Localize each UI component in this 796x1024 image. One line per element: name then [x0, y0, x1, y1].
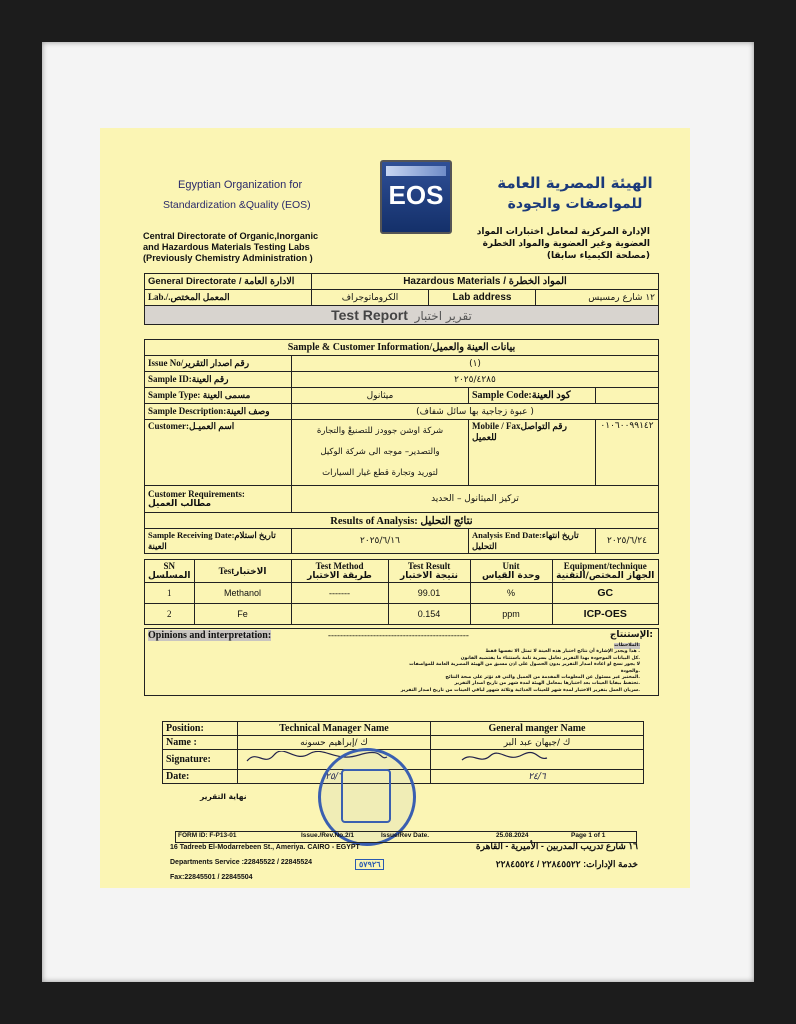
tech-manager-title: Technical Manager Name	[238, 722, 431, 736]
opinions-dashes: -----------------------------------------------	[328, 630, 469, 640]
directorate-table	[144, 273, 659, 325]
sample-description-label: Sample Description:وصف العينة	[145, 404, 292, 420]
col-unit: Unit وحدة القياس	[470, 560, 552, 583]
opinions-label-ar: الإستنتاج:	[609, 630, 653, 640]
issue-label: Issue No/رقم اصدار التقرير	[145, 356, 292, 372]
mobile-value: ٠١٠٦٠٠٩٩١٤٢	[596, 420, 659, 486]
issue-value: (١)	[292, 356, 659, 372]
test-report-title: Test Report تقرير اختبار	[145, 306, 659, 325]
report-page	[100, 128, 690, 888]
customer-requirements-value: تركيز الميثانول – الحديد	[292, 486, 659, 513]
col-sn: SN المسلسل	[145, 560, 195, 583]
stamp-number: ٥٧٩٢٦	[355, 859, 384, 870]
sample-id-value: ٢٠٢٥/٤٢٨٥	[292, 372, 659, 388]
sample-info-table	[144, 339, 659, 554]
org-name-ar-line2: للمواصفات والجودة	[507, 196, 643, 212]
sample-type-label: Sample Type: مسمى العينة	[145, 388, 292, 404]
lab-value: الكروماتوجراف	[312, 290, 429, 306]
sample-code-value	[596, 388, 659, 404]
opinions-label: Opinions and interpretation:	[148, 630, 272, 641]
col-method: Test Method طريقة الاختبار	[291, 560, 388, 583]
notes-title: الملاحظات:	[614, 643, 640, 648]
note-item: المختبر غير مسئول عن المعلومات المقدمة من العميل والتي قد تؤثر على صحة النتائج.	[445, 675, 640, 681]
note-item: هذا ويجدر الإشارة أن نتائج اختبار هذه العينة لا تمثل الا نفسها فقط .	[485, 649, 640, 655]
page-count: Page 1 of 1	[571, 832, 606, 839]
general-directorate-value: Hazardous Materials / المواد الخطرة	[312, 274, 659, 290]
issue-rev-date: Issue/Rev Date.	[381, 832, 430, 839]
org-name-ar-line1: الهيئة المصرية العامة	[497, 174, 653, 192]
eos-logo: EOS	[380, 160, 452, 234]
name-label: Name :	[163, 736, 238, 750]
tech-manager-name: ك /إبراهيم حسونه	[238, 736, 431, 750]
central-directorate-en: Central Directorate of Organic,Inorganic and Hazardous Materials Testing Labs (Previously Chemistry Administration )	[143, 231, 319, 263]
analysis-end-value: ٢٠٢٥/٦/٢٤	[596, 529, 659, 554]
general-manager-title: General manger Name	[431, 722, 644, 736]
note-item: لا يجوز نسخ او اعادة اصدار التقرير بدون الحصول على اذن مسبق من الهيئة المصرية العامة للمواصفات والجودة.	[409, 662, 640, 674]
tech-date: ٢٥/٦	[238, 770, 431, 784]
dept-ar: خدمة الإدارات: ٢٢٨٤٥٥٢٢ / ٢٢٨٤٥٥٢٤	[495, 859, 638, 869]
analysis-end-label: Analysis End Date:تاريخ انتهاء التحليل	[469, 529, 596, 554]
form-id: FORM ID: F-P13-01	[178, 832, 237, 839]
table-row: 2 Fe 0.154 ppm ICP-OES	[145, 604, 659, 625]
date-label: Date:	[163, 770, 238, 784]
lab-address-label: Lab address	[429, 290, 536, 306]
general-manager-name: ك /جيهان عبد البر	[431, 736, 644, 750]
address-ar: ١٦ شارع تدريب المدربين - الأميرية - القاهرة	[475, 841, 638, 851]
gm-date: ٢٤/٦	[431, 770, 644, 784]
fax-en: Fax:22845501 / 22845504	[170, 874, 253, 881]
customer-value: شركة اوشن جوودز للتصنيعْ والتجارة والتصدير– موجه الى شركة الوكيل لتوريد وتجارة قطع غيار السيارات	[292, 420, 469, 486]
signature-label: Signature:	[163, 750, 238, 770]
central-directorate-ar: الإدارة المركزية لمعامل اختبارات المواد العضوية وغير العضوية والمواد الخطرة (مصلحة الكيمياء سابقا)	[476, 227, 650, 261]
general-directorate-label: General Directorate / الادارة العامة	[145, 274, 312, 290]
sample-type-value: ميثانول	[292, 388, 469, 404]
note-item: سريان العمل بتقرير الاختبار لمدة شهر للعينات الغذائية وثلاثة شهور لباقي العينات من تاريخ اصدار التقرير.	[400, 687, 640, 693]
gm-signature	[431, 750, 644, 770]
mobile-label: Mobile / Faxرقم التواصل للعميل	[469, 420, 596, 486]
sample-id-label: Sample ID:رقم العينة	[145, 372, 292, 388]
address-en: 16 Tadreeb El-Modarrebeen St., Ameriya. CAIRO - EGYPT	[170, 844, 360, 851]
receiving-date-label: Sample Receiving Date:تاريخ استلام العينة	[145, 529, 292, 554]
col-result: Test Result نتيجة الاختبار	[388, 560, 470, 583]
col-equipment: Equipment/technique الجهاز المختص/التقنية	[552, 560, 658, 583]
org-name-en-line1: Egyptian Organization for	[178, 179, 303, 191]
receiving-date-value: ٢٠٢٥/٦/١٦	[292, 529, 469, 554]
customer-requirements-label: Customer Requirements: مطالب العميل	[145, 486, 292, 513]
position-label: Position:	[163, 722, 238, 736]
results-table	[144, 559, 659, 625]
note-item: تحتفظ ببقايا العينات بعد اختبارها بمعامل الهيئة لمدة شهر من تاريخ اصدار التقرير.	[454, 681, 640, 687]
lab-label: Lab./.المعمل المختص	[145, 290, 312, 306]
dept-en: Departments Service :22845522 / 22845524	[170, 859, 313, 866]
table-row: 1 Methanol ------- 99.01 % GC	[145, 583, 659, 604]
sample-description-value: (عبوة زجاجية بها سائل شفاف )	[292, 404, 659, 420]
customer-label: Customer:اسم العميـل	[145, 420, 292, 486]
sample-section-title: Sample & Customer Information/بيانات العينة والعميل	[145, 340, 659, 356]
org-name-en-line2: Standardization &Quality (EOS)	[163, 199, 311, 211]
form-date: 25.08.2024	[496, 832, 529, 839]
end-of-report: نهاية التقرير	[200, 792, 247, 801]
note-item: كل البيانات الموجودة بهذا التقرير تعامل بسرية تامة باستثناء ما يقتضيه القانون.	[460, 655, 640, 661]
col-test: Testالاختبار	[194, 560, 291, 583]
lab-address-value: ١٢ شارع رمسيس	[536, 290, 659, 306]
sample-code-label: Sample Code:كود العينة	[469, 388, 596, 404]
notes-block	[400, 643, 640, 694]
results-title: Results of Analysis: نتائج التحليل	[145, 513, 659, 529]
issue-rev: Issue./Rev.No.2/1	[301, 832, 354, 839]
